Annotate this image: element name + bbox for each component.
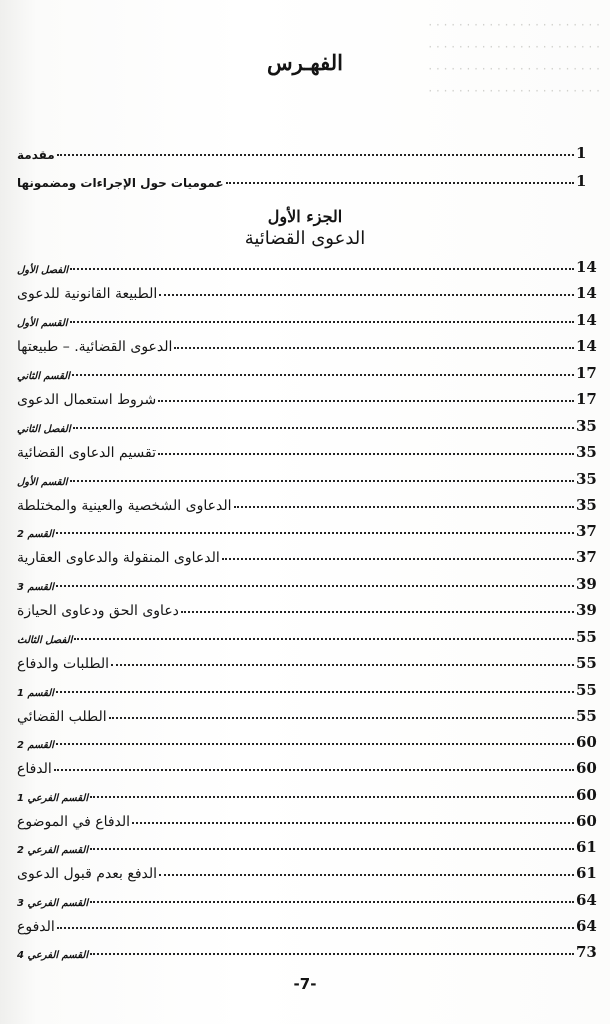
toc-entry-page-number: 60 <box>576 812 597 830</box>
toc-entry-label: الطلبات والدفاع <box>17 656 109 672</box>
dot-leader <box>159 293 574 296</box>
toc-section-heading <box>14 575 598 593</box>
dot-leader <box>56 690 574 693</box>
dot-leader <box>90 795 574 798</box>
toc-entry-page-number: 1 <box>576 144 587 162</box>
toc-entry-page-number: 35 <box>576 443 597 461</box>
toc-entry-page-number: 35 <box>576 470 597 488</box>
dot-leader <box>56 584 574 587</box>
toc-entry-label: القسم الثاني <box>17 371 70 382</box>
page-number: -7- <box>293 975 317 993</box>
toc-entry-page-number: 64 <box>576 917 597 935</box>
toc-section-heading <box>14 258 598 276</box>
bleed-through-text: · · · · · · · · · · · · · · · · · · · · · · · · · · · · · · · · · · · · · · · · · · · · · · · · · · · · · · · · · · · · · · · · · · · · · · · · · · · · · · · · · · · · · · · · · · · · <box>428 18 600 98</box>
dot-leader <box>159 873 574 876</box>
toc-entry-label: القسم 3 <box>17 582 54 593</box>
toc-entry-label: القسم الفرعي 4 <box>17 950 89 961</box>
toc-entry-page-number: 14 <box>576 258 597 276</box>
dot-leader <box>158 452 574 455</box>
toc-entry <box>14 390 598 408</box>
part-subtitle: الدعوى القضائية <box>244 228 366 249</box>
toc-entry <box>14 654 598 672</box>
toc-entry-page-number: 17 <box>576 364 597 382</box>
toc-section-heading <box>14 470 598 488</box>
dot-leader <box>111 663 574 666</box>
toc-entry-page-number: 60 <box>576 759 597 777</box>
toc-entry-label: الطبيعة القانونية للدعوى <box>17 286 158 302</box>
part-title: الجزء الأول <box>267 207 343 226</box>
toc-entry <box>14 172 598 190</box>
toc-entry-label: الدعوى القضائية. – طبيعتها <box>17 339 173 355</box>
toc-entry-page-number: 55 <box>576 707 597 725</box>
toc-entry-page-number: 14 <box>576 284 597 302</box>
dot-leader <box>226 181 574 184</box>
toc-entry-label: القسم الأول <box>17 477 68 488</box>
toc-section-heading <box>14 417 598 435</box>
toc-section-heading <box>14 364 598 382</box>
toc-entry-label: الدفع بعدم قبول الدعوى <box>17 866 158 882</box>
toc-entry <box>14 812 598 830</box>
toc-entry-page-number: 14 <box>576 337 597 355</box>
toc-section-heading <box>14 891 598 909</box>
dot-leader <box>74 637 574 640</box>
toc-entry <box>14 496 598 514</box>
toc-entry <box>14 144 598 162</box>
toc-entry-label: مقدمة <box>17 148 55 162</box>
toc-entry-page-number: 61 <box>576 864 597 882</box>
dot-leader <box>56 742 574 745</box>
toc-entry <box>14 917 598 935</box>
toc-entry-label: الفصل الأول <box>17 265 69 276</box>
toc-section-heading <box>14 681 598 699</box>
dot-leader <box>70 320 574 323</box>
dot-leader <box>109 716 574 719</box>
dot-leader <box>72 373 574 376</box>
page-title: الفهـرس <box>267 50 343 75</box>
toc-entry-label: القسم الفرعي 3 <box>17 898 89 909</box>
toc-entry-page-number: 1 <box>576 172 587 190</box>
toc-entry <box>14 759 598 777</box>
toc-entry-page-number: 35 <box>576 496 597 514</box>
toc-section-heading <box>14 522 598 540</box>
toc-entry-label: شروط استعمال الدعوى <box>17 392 157 408</box>
dot-leader <box>90 847 574 850</box>
toc-entry-label: تقسيم الدعاوى القضائية <box>17 445 157 461</box>
toc-section-heading <box>14 943 598 961</box>
toc-entry-page-number: 17 <box>576 390 597 408</box>
toc-entry-label: القسم الأول <box>17 318 68 329</box>
toc-entry-page-number: 55 <box>576 654 597 672</box>
toc-entry-label: الفصل الثاني <box>17 424 71 435</box>
toc-entry-label: دعاوى الحق ودعاوى الحيازة <box>17 603 179 619</box>
toc-entry-page-number: 37 <box>576 522 597 540</box>
dot-leader <box>56 531 574 534</box>
toc-entry-label: الدفاع في الموضوع <box>17 814 131 830</box>
dot-leader <box>70 267 574 270</box>
toc-entry-label: الدعاوى المنقولة والدعاوى العقارية <box>17 550 220 566</box>
toc-entry-page-number: 39 <box>576 575 597 593</box>
toc-section-heading <box>14 733 598 751</box>
toc-entry-label: القسم الفرعي 1 <box>17 793 89 804</box>
dot-leader <box>222 557 574 560</box>
toc-entry-page-number: 55 <box>576 628 597 646</box>
dot-leader <box>132 821 574 824</box>
toc-section-heading <box>14 311 598 329</box>
toc-entry-page-number: 60 <box>576 733 597 751</box>
toc-entry-page-number: 61 <box>576 838 597 856</box>
toc-entry <box>14 601 598 619</box>
dot-leader <box>54 768 574 771</box>
toc-entry-label: القسم 2 <box>17 529 54 540</box>
dot-leader <box>181 610 574 613</box>
toc-section-heading <box>14 628 598 646</box>
dot-leader <box>158 399 574 402</box>
toc-section-heading <box>14 838 598 856</box>
toc-entry-page-number: 39 <box>576 601 597 619</box>
toc-section-heading <box>14 786 598 804</box>
toc-entry-label: القسم 1 <box>17 688 54 699</box>
toc-entry-label: الدفاع <box>17 761 52 777</box>
dot-leader <box>234 505 575 508</box>
toc-entry-label: القسم الفرعي 2 <box>17 845 89 856</box>
toc-entry-label: الطلب القضائي <box>17 709 107 725</box>
dot-leader <box>57 153 574 156</box>
toc-entry-page-number: 73 <box>576 943 597 961</box>
dot-leader <box>90 900 574 903</box>
toc-entry-page-number: 55 <box>576 681 597 699</box>
toc-entry-page-number: 60 <box>576 786 597 804</box>
dot-leader <box>90 952 574 955</box>
toc-entry <box>14 864 598 882</box>
toc-entry-page-number: 35 <box>576 417 597 435</box>
dot-leader <box>57 926 574 929</box>
toc-entry <box>14 284 598 302</box>
toc-entry-page-number: 14 <box>576 311 597 329</box>
toc-entry-label: القسم 2 <box>17 740 54 751</box>
toc-entry <box>14 707 598 725</box>
toc-entry <box>14 443 598 461</box>
toc-entry-label: عموميات حول الإجراءات ومضمونها <box>17 176 224 190</box>
toc-entry-label: الدعاوى الشخصية والعينية والمختلطة <box>17 498 232 514</box>
toc-entry <box>14 337 598 355</box>
toc-entry <box>14 548 598 566</box>
dot-leader <box>73 426 574 429</box>
toc-entry-page-number: 37 <box>576 548 597 566</box>
toc-entry-label: الدفوع <box>17 919 55 935</box>
toc-entry-page-number: 64 <box>576 891 597 909</box>
dot-leader <box>174 346 574 349</box>
toc-entry-label: الفصل الثالث <box>17 635 73 646</box>
dot-leader <box>70 479 574 482</box>
